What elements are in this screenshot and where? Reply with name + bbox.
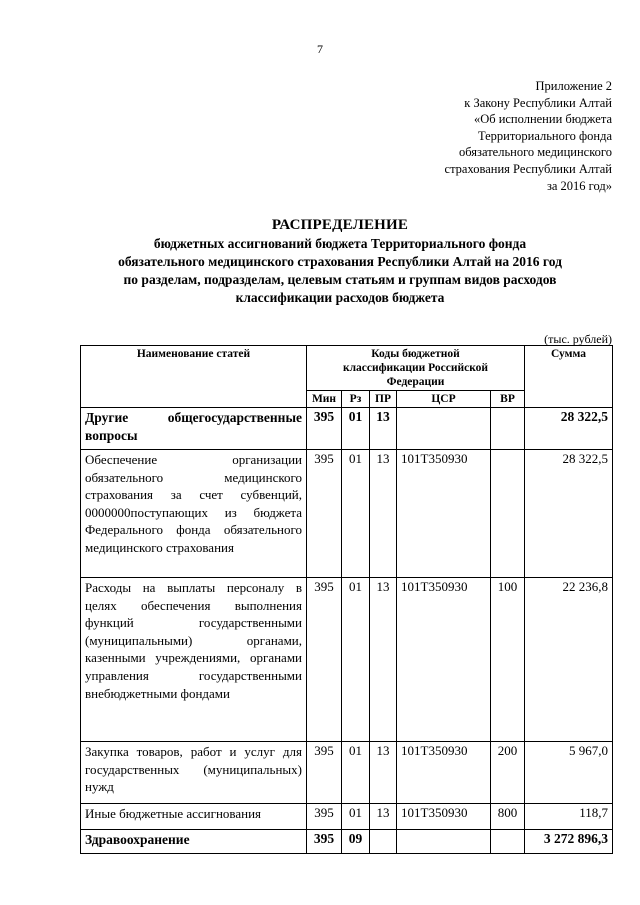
row-min: 395 xyxy=(307,408,342,450)
header-sum: Сумма xyxy=(525,346,613,408)
title-line: бюджетных ассигнований бюджета Территориального фонда xyxy=(153,236,527,251)
row-vr: 800 xyxy=(491,804,525,830)
budget-table xyxy=(80,345,613,854)
row-rz: 01 xyxy=(342,742,370,804)
row-pr: 13 xyxy=(370,804,397,830)
table-row xyxy=(81,804,613,830)
title-line: по разделам, подразделам, целевым статьям и группам видов расходов xyxy=(123,272,557,287)
title-main: РАСПРЕДЕЛЕНИЕ xyxy=(271,217,409,233)
table-row xyxy=(81,450,613,578)
row-pr: 13 xyxy=(370,742,397,804)
document-title xyxy=(40,216,640,307)
annex-line: за 2016 год» xyxy=(546,178,612,193)
row-sum: 22 236,8 xyxy=(525,578,613,742)
row-min: 395 xyxy=(307,578,342,742)
header-vr: ВР xyxy=(491,391,525,408)
row-rz: 01 xyxy=(342,408,370,450)
units-label: (тыс. рублей) xyxy=(544,332,612,346)
row-min: 395 xyxy=(307,804,342,830)
row-vr xyxy=(491,408,525,450)
row-pr: 13 xyxy=(370,408,397,450)
row-rz: 09 xyxy=(342,830,370,854)
table-row xyxy=(81,742,613,804)
header-row xyxy=(81,346,613,391)
page-number: 7 xyxy=(317,42,323,56)
row-vr: 200 xyxy=(491,742,525,804)
row-name: Закупка товаров, работ и услуг для государственных (муниципальных) нужд xyxy=(81,742,307,804)
row-min: 395 xyxy=(307,830,342,854)
row-min: 395 xyxy=(307,742,342,804)
annex-line: обязательного медицинского xyxy=(458,145,612,160)
row-sum: 5 967,0 xyxy=(525,742,613,804)
row-pr: 13 xyxy=(370,578,397,742)
header-csr: ЦСР xyxy=(397,391,491,408)
title-line: обязательного медицинского страхования Республики Алтай на 2016 год xyxy=(118,254,562,269)
table-row xyxy=(81,408,613,450)
header-rz: Рз xyxy=(342,391,370,408)
row-min: 395 xyxy=(307,450,342,578)
table-row xyxy=(81,830,613,854)
row-name: Другие общегосударственные вопросы xyxy=(81,408,307,450)
annex-line: к Закону Республики Алтай xyxy=(464,95,612,110)
row-csr: 101Т350930 xyxy=(397,578,491,742)
row-name: Иные бюджетные ассигнования xyxy=(81,804,307,830)
header-codes xyxy=(307,346,525,391)
row-sum: 118,7 xyxy=(525,804,613,830)
row-rz: 01 xyxy=(342,450,370,578)
row-csr xyxy=(397,408,491,450)
header-name: Наименование статей xyxy=(81,346,307,408)
row-vr xyxy=(491,830,525,854)
annex-line: страхования Республики Алтай xyxy=(444,161,612,176)
row-name: Здравоохранение xyxy=(81,830,307,854)
row-csr: 101Т350930 xyxy=(397,742,491,804)
row-vr: 100 xyxy=(491,578,525,742)
row-vr xyxy=(491,450,525,578)
row-pr xyxy=(370,830,397,854)
row-sum: 3 272 896,3 xyxy=(525,830,613,854)
annex-reference xyxy=(445,78,612,194)
row-rz: 01 xyxy=(342,578,370,742)
header-min: Мин xyxy=(307,391,342,408)
row-sum: 28 322,5 xyxy=(525,408,613,450)
row-csr: 101Т350930 xyxy=(397,450,491,578)
row-sum: 28 322,5 xyxy=(525,450,613,578)
row-csr: 101Т350930 xyxy=(397,804,491,830)
table-row xyxy=(81,578,613,742)
row-name: Обеспечение организации обязательного медицинского страхования за счет субвенций, 0000000поступающих из бюджета Федерального фонда обязательного медицинского страхования xyxy=(81,450,307,578)
annex-line: «Об исполнении бюджета xyxy=(473,112,612,127)
row-csr xyxy=(397,830,491,854)
annex-line: Территориального фонда xyxy=(477,128,612,143)
header-codes-text: Коды бюджетной классификации Российской Федерации xyxy=(342,348,489,388)
row-pr: 13 xyxy=(370,450,397,578)
row-rz: 01 xyxy=(342,804,370,830)
header-pr: ПР xyxy=(370,391,397,408)
title-line: классификации расходов бюджета xyxy=(235,290,445,305)
row-name: Расходы на выплаты персоналу в целях обеспечения выполнения функций государственными (муниципальными) органами, казенными учреждениями, органами управления государственными внебюджетными фондами xyxy=(81,578,307,742)
annex-line: Приложение 2 xyxy=(535,79,612,93)
